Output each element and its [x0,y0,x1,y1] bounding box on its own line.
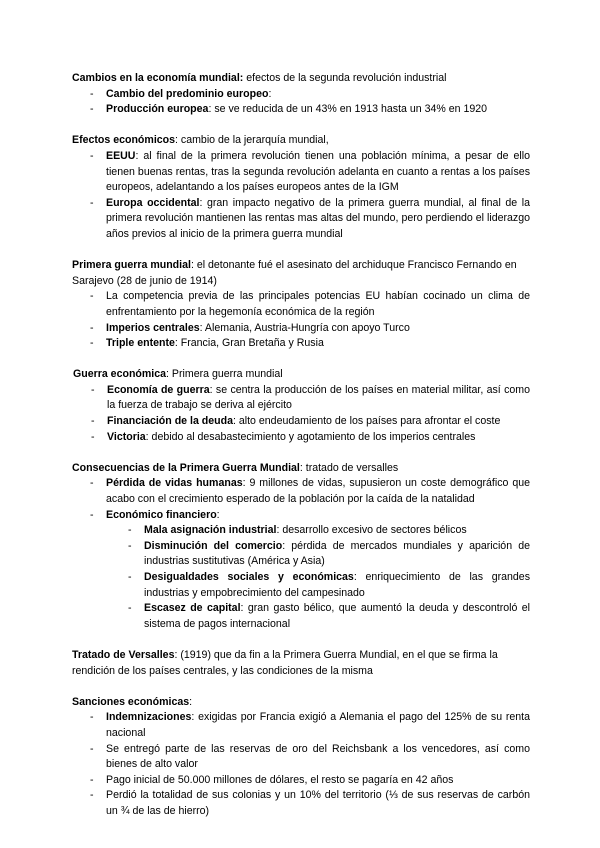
section-heading [72,258,530,289]
item-text: : 9 millones de vidas, supusieron un coste demográfico que acabo con el crecimiento esperado de la población por la caída de la natalidad [106,477,530,506]
heading-text: : (1919) que da fin a la Primera Guerra Mundial, en el que se firma la rendición de los países centrales, y las condiciones de la misma [72,648,498,677]
item-text: Pago inicial de 50.000 millones de dólares, el resto se pagaría en 42 años [106,773,454,786]
item-term: Escasez de capital [144,602,241,615]
heading-title: Tratado de Versalles [72,648,175,661]
section-cambios-economia [72,71,530,118]
item-term: EEUU [106,149,136,162]
item-text: Se entregó parte de las reservas de oro del Reichsbank a los vencedores, así como bienes de alto valor [106,742,530,771]
item-term: Victoria [107,430,146,443]
section-heading [72,71,530,87]
sub-list-item [72,539,530,570]
list-item [73,430,530,446]
list-item [72,149,530,196]
item-term: Disminución del comercio [144,539,283,552]
heading-title: Sanciones económicas [72,695,190,708]
item-term: Económico financiero [106,508,217,521]
heading-title: Cambios en la economía mundial: [72,72,244,84]
item-text: : se centra la producción de los países en material militar, así como la fuerza de trabajo se deriva al ejército [107,383,530,412]
section-tratado-versalles [72,648,530,679]
section-efectos-economicos [72,133,530,242]
list-item [73,383,530,414]
sub-list-item [72,523,530,539]
item-text: : se ve reducida de un 43% en 1913 hasta un 34% en 1920 [208,103,488,116]
item-text: : Francia, Gran Bretaña y Rusia [174,337,324,350]
heading-text: : cambio de la jerarquía mundial, [175,134,329,147]
list-item [72,476,530,507]
item-text: : gran gasto bélico, que aumentó la deuda y descontroló el sistema de pagos internacional [144,602,530,630]
item-term: Producción europea [106,103,209,116]
item-term: Mala asignación industrial [144,524,277,537]
list-item [72,289,530,320]
section-primera-guerra [72,258,530,352]
list-item [72,102,530,118]
item-term: Imperios centrales [106,321,200,334]
item-text: : [216,508,220,521]
item-term: Economía de guerra [107,383,210,396]
item-text: : Alemania, Austria-Hungría con apoyo Turco [199,321,410,334]
item-term: Financiación de la deuda [107,415,233,428]
list-item [72,788,530,819]
section-heading [72,648,530,679]
item-term: Desigualdades sociales y económicas [144,571,354,583]
section-heading [72,461,530,477]
bullet-list [73,383,530,445]
heading-title: Primera guerra mundial [72,259,191,272]
heading-title: Guerra económica [73,368,167,381]
item-text: : enriquecimiento de las grandes industrias y empobrecimiento del campesinado [144,571,530,599]
list-item [72,336,530,352]
heading-text: : tratado de versalles [299,461,399,474]
heading-text: : [189,695,193,708]
bullet-list [72,87,530,118]
item-text: : desarrollo excesivo de sectores bélicos [276,524,467,537]
list-item [72,742,530,773]
list-item [72,87,530,103]
item-text: La competencia previa de las principales potencias EU habían cocinado un clima de enfrentamiento por la hegemonía económica de la región [106,290,530,318]
item-text: Perdió la totalidad de sus colonias y un 10% del territorio (⅓ de sus reservas de carbón un ¾ de las de hierro) [106,789,530,817]
item-text: : gran impacto negativo de la primera guerra mundial, al final de la primera revolución mantienen las rentas mas altas del mundo, pero perdiendo el liderazgo años previos al inicio de la primera guerra mundial [106,196,530,240]
section-sanciones [72,695,530,820]
item-text: : al final de la primera revolución tienen una población mínima, a pesar de ello tienen buenas rentas, tras la segunda revolución adelanta en cuanto a rentas a los países europeos, adelantando a los países europeos antes de la IGM [106,149,530,194]
sub-list-item [72,570,530,601]
item-text: : debido al desabastecimiento y agotamiento de los imperios centrales [145,430,476,443]
heading-text: : el detonante fué el asesinato del archiduque Francisco Fernando en Sarajevo (28 de junio de 1914) [72,259,517,287]
sub-list-item [72,601,530,632]
heading-title: Efectos económicos [72,134,176,147]
heading-title: Consecuencias de la Primera Guerra Mundial [72,461,300,474]
item-text: : pérdida de mercados mundiales y aparición de industrias sustitutivas (América y Asia) [144,539,530,568]
item-term: Triple entente [106,337,175,350]
item-term: Europa occidental [106,196,200,209]
item-text: : exigidas por Francia exigió a Alemania el pago del 125% de su renta nacional [106,711,530,739]
item-term: Cambio del predominio europeo [106,87,269,100]
list-item [72,196,530,243]
list-item [72,508,530,524]
bullet-list [72,289,530,351]
heading-text: efectos de la segunda revolución industrial [243,72,447,84]
section-heading [72,695,530,711]
section-guerra-economica [72,367,530,445]
heading-text: : Primera guerra mundial [166,368,283,381]
item-term: Pérdida de vidas humanas [106,477,243,490]
section-consecuencias [72,461,530,633]
document-page [72,71,530,835]
section-heading [73,367,530,383]
list-item [72,321,530,337]
item-text: : alto endeudamiento de los países para afrontar el coste [232,415,501,428]
bullet-list [72,476,530,632]
list-item [73,414,530,430]
section-heading [72,133,530,149]
item-term: Indemnizaciones [106,711,192,724]
bullet-list [72,149,530,243]
list-item [72,710,530,741]
list-item [72,773,530,789]
bullet-list [72,710,530,819]
item-text: : [268,87,272,100]
